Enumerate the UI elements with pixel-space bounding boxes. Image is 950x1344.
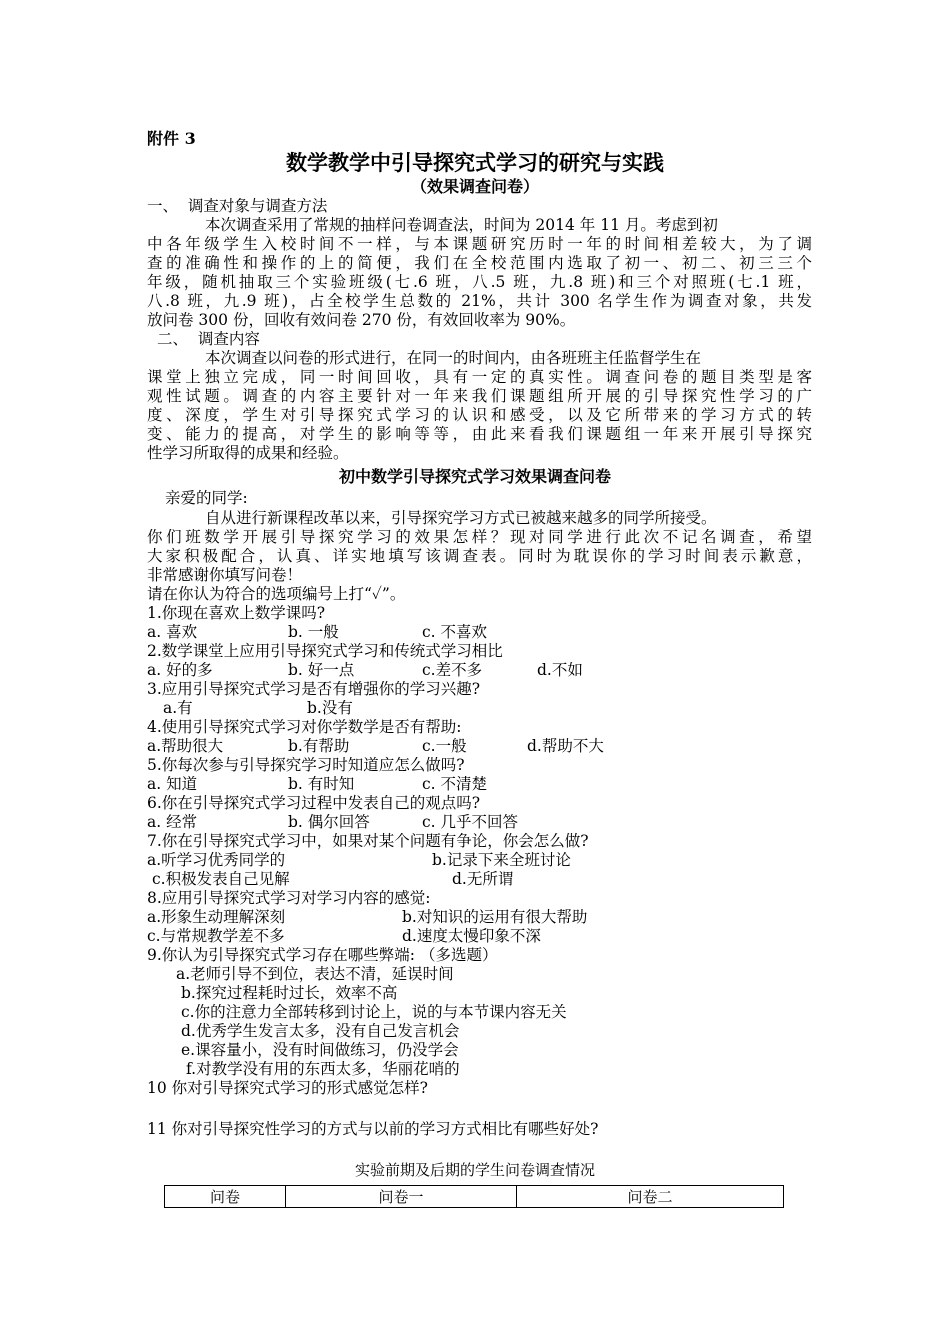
q6-option-c[interactable]: c. 几乎不回答 xyxy=(422,813,519,831)
question-6: 6.你在引导探究式学习过程中发表自己的观点吗? xyxy=(147,794,481,812)
q6-option-b[interactable]: b. 偶尔回答 xyxy=(288,813,370,831)
intro-line: 大家积极配合，认真、详实地填写该调查表。同时为耽误你的学习时间表示歉意， xyxy=(147,547,812,565)
question-9: 9.你认为引导探究式学习存在哪些弊端: （多选题） xyxy=(147,946,498,964)
q1-option-b[interactable]: b. 一般 xyxy=(288,623,339,641)
section1-line: 放问卷 300 份，回收有效问卷 270 份，有效回收率为 90%。 xyxy=(147,311,576,329)
section1-line: 年级，随机抽取三个实验班级(七.6 班，八.5 班，九.8 班)和三个对照班(七.1 班， xyxy=(147,273,812,291)
instruction: 请在你认为符合的选项编号上打“✓”。 xyxy=(147,585,406,603)
greeting: 亲爱的同学: xyxy=(165,489,248,507)
q5-option-b[interactable]: b. 有时知 xyxy=(288,775,355,793)
q2-option-c[interactable]: c.差不多 xyxy=(422,661,483,679)
q1-option-c[interactable]: c. 不喜欢 xyxy=(422,623,488,641)
q9-option-c[interactable]: c.你的注意力全部转移到讨论上，说的与本节课内容无关 xyxy=(181,1003,567,1021)
document-title: 数学教学中引导探究式学习的研究与实践 xyxy=(286,150,664,175)
section2-line: 性学习所取得的成果和经验。 xyxy=(147,444,349,462)
q4-option-d[interactable]: d.帮助不大 xyxy=(527,737,604,755)
q9-option-e[interactable]: e.课容量小，没有时间做练习，仍没学会 xyxy=(181,1041,459,1059)
table-header-cell: 问卷一 xyxy=(286,1186,517,1208)
question-10: 10 你对引导探究式学习的形式感觉怎样? xyxy=(147,1079,428,1097)
section2-line: 本次调查以问卷的形式进行，在同一的时间内，由各班班主任监督学生在 xyxy=(205,349,702,367)
q8-option-b[interactable]: b.对知识的运用有很大帮助 xyxy=(402,908,588,926)
questionnaire-title: 初中数学引导探究式学习效果调查问卷 xyxy=(338,467,611,486)
q9-option-d[interactable]: d.优秀学生发言太多，没有自己发言机会 xyxy=(181,1022,460,1040)
q7-option-a[interactable]: a.听学习优秀同学的 xyxy=(147,851,286,869)
section2-line: 观性试题。调查的内容主要针对一年来我们课题组所开展的引导探究性学习的广 xyxy=(147,387,812,405)
table-header-row xyxy=(165,1186,784,1208)
survey-results-table xyxy=(164,1185,784,1208)
section1-line: 本次调查采用了常规的抽样问卷调查法，时间为 2014 年 11 月。考虑到初 xyxy=(205,216,718,234)
question-5: 5.你每次参与引导探究学习时知道应怎么做吗? xyxy=(147,756,465,774)
document-subtitle: （效果调查问卷） xyxy=(410,177,539,196)
q5-option-c[interactable]: c. 不清楚 xyxy=(422,775,488,793)
attachment-label: 附件 3 xyxy=(147,129,196,148)
section2-heading: 二、 调查内容 xyxy=(157,330,260,348)
q5-option-a[interactable]: a. 知道 xyxy=(147,775,198,793)
q2-option-a[interactable]: a. 好的多 xyxy=(147,661,213,679)
intro-line: 你们班数学开展引导探究学习的效果怎样？现对同学进行此次不记名调查，希望 xyxy=(147,528,812,546)
section1-heading: 一、 调查对象与调查方法 xyxy=(147,197,328,215)
q8-option-a[interactable]: a.形象生动理解深刻 xyxy=(147,908,286,926)
q1-option-a[interactable]: a. 喜欢 xyxy=(147,623,198,641)
q8-option-d[interactable]: d.速度太慢印象不深 xyxy=(402,927,541,945)
question-8: 8.应用引导探究式学习对学习内容的感觉: xyxy=(147,889,431,907)
q9-option-b[interactable]: b.探究过程耗时过长，效率不高 xyxy=(181,984,398,1002)
q7-option-d[interactable]: d.无所谓 xyxy=(452,870,514,888)
q6-option-a[interactable]: a. 经常 xyxy=(147,813,198,831)
table-header-cell: 问卷 xyxy=(165,1186,286,1208)
section1-line: 中各年级学生入校时间不一样，与本课题研究历时一年的时间相差较大，为了调 xyxy=(147,235,812,253)
q4-option-b[interactable]: b.有帮助 xyxy=(288,737,350,755)
question-7: 7.你在引导探究式学习中，如果对某个问题有争论，你会怎么做? xyxy=(147,832,589,850)
q9-option-f[interactable]: f.对教学没有用的东西太多，华丽花哨的 xyxy=(186,1060,460,1078)
q2-option-b[interactable]: b. 好一点 xyxy=(288,661,355,679)
section2-line: 变、能力的提高，对学生的影响等等，由此来看我们课题组一年来开展引导探究 xyxy=(147,425,812,443)
intro-line: 自从进行新课程改革以来，引导探究学习方式已被越来越多的同学所接受。 xyxy=(205,509,717,527)
section2-line: 课堂上独立完成，同一时间回收，具有一定的真实性。调查问卷的题目类型是客 xyxy=(147,368,812,386)
q9-option-a[interactable]: a.老师引导不到位，表达不清，延误时间 xyxy=(176,965,454,983)
table-caption: 实验前期及后期的学生问卷调查情况 xyxy=(354,1161,595,1179)
question-4: 4.使用引导探究式学习对你学数学是否有帮助: xyxy=(147,718,462,736)
question-11: 11 你对引导探究性学习的方式与以前的学习方式相比有哪些好处? xyxy=(147,1120,599,1138)
q8-option-c[interactable]: c.与常规教学差不多 xyxy=(147,927,285,945)
q4-option-c[interactable]: c.一般 xyxy=(422,737,467,755)
q4-option-a[interactable]: a.帮助很大 xyxy=(147,737,224,755)
q7-option-b[interactable]: b.记录下来全班讨论 xyxy=(432,851,571,869)
q3-option-a[interactable]: a.有 xyxy=(163,699,193,717)
question-3: 3.应用引导探究式学习是否有增强你的学习兴趣? xyxy=(147,680,481,698)
q7-option-c[interactable]: c.积极发表自己见解 xyxy=(152,870,290,888)
table-header-cell: 问卷二 xyxy=(517,1186,784,1208)
section1-line: 八.8 班，九.9 班)，占全校学生总数的 21%，共计 300 名学生作为调查对象，共发 xyxy=(147,292,812,310)
question-1: 1.你现在喜欢上数学课吗? xyxy=(147,604,326,622)
q2-option-d[interactable]: d.不如 xyxy=(537,661,583,679)
section2-line: 度、深度，学生对引导探究式学习的认识和感受，以及它所带来的学习方式的转 xyxy=(147,406,812,424)
section1-line: 查的准确性和操作的上的简便，我们在全校范围内选取了初一、初二、初三三个 xyxy=(147,254,812,272)
question-2: 2.数学课堂上应用引导探究式学习和传统式学习相比 xyxy=(147,642,503,660)
intro-line: 非常感谢你填写问卷！ xyxy=(147,566,303,584)
q3-option-b[interactable]: b.没有 xyxy=(307,699,353,717)
